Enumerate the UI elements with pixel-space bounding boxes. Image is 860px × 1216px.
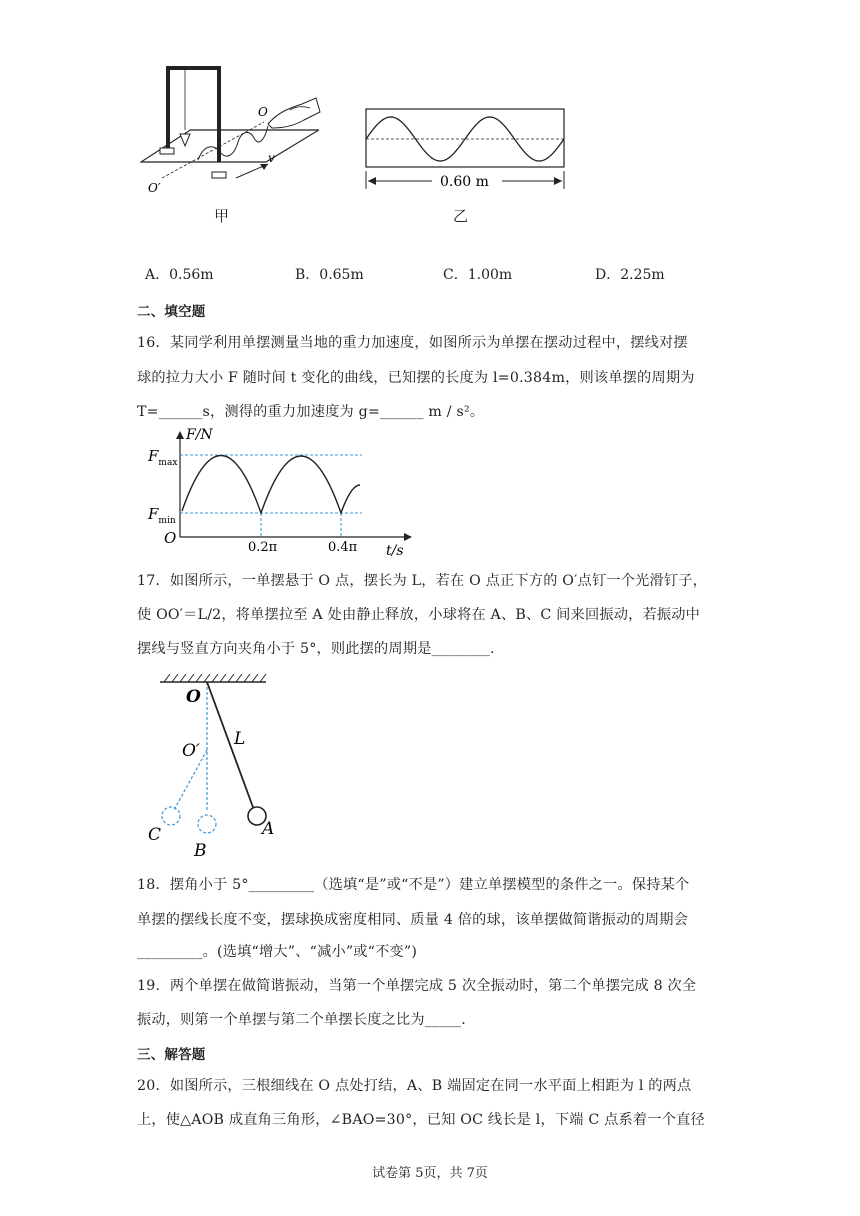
graph-tick-1: 0.2π (248, 540, 278, 555)
width-label: 0.60 m (440, 174, 489, 190)
fig-jia-apparatus (140, 60, 330, 200)
label-O: O (186, 687, 201, 707)
section-title-solve: 三、解答题 (137, 1047, 206, 1063)
q20-line2: 上，使△AOB 成直角三角形，∠BAO=30°，已知 OC 线长是 l，下端 C 点系着一个直径 (137, 1112, 705, 1128)
q16-line1: 16．某同学利用单摆测量当地的重力加速度，如图所示为单摆在摆动过程中，摆线对摆 (137, 335, 688, 351)
graph-tick-2: 0.4π (328, 540, 358, 555)
q18-line2: 单摆的摆线长度不变，摆球换成密度相同、质量 4 倍的球，该单摆做简谐振动的周期会 (137, 912, 688, 928)
label-B: B (194, 841, 207, 861)
q17-line2: 使 OO′＝L/2，将单摆拉至 A 处由静止释放，小球将在 A、B、C 间来回振动，若振动中 (137, 607, 701, 623)
fig-yi-wave (362, 105, 572, 195)
q16-line2: 球的拉力大小 F 随时间 t 变化的曲线，已知摆的长度为 l=0.384m，则该单摆的周期为 (137, 370, 695, 386)
option-c: C．1.00m (443, 267, 513, 283)
graph-xlabel: t/s (386, 543, 404, 559)
q17-line1: 17．如图所示，一单摆悬于 O 点，摆长为 L，若在 O 点正下方的 O′点钉一个光滑钉子， (137, 573, 708, 589)
label-v: v (268, 151, 275, 165)
graph-fmin-label: $F_{min}$ (148, 505, 176, 526)
label-o: O (258, 105, 268, 119)
caption-yi: 乙 (453, 207, 469, 225)
label-O-prime: O′ (182, 741, 200, 761)
q16-line3: T=______s，测得的重力加速度为 g=______ m / s²。 (137, 404, 485, 420)
graph-origin: O (164, 529, 177, 547)
graph-fmax-label: $F_{max}$ (148, 447, 178, 468)
label-L: L (234, 729, 246, 749)
section-title-fill-in: 二、填空题 (137, 304, 206, 320)
caption-jia: 甲 (214, 207, 230, 225)
q18-line3: _________。(选填“增大”、“减小”或“不变”) (137, 944, 418, 960)
option-d: D．2.25m (595, 267, 665, 283)
q20-line1: 20．如图所示，三根细线在 O 点处打结，A、B 端固定在同一水平面上相距为 l 的两点 (137, 1078, 692, 1094)
q19-line2: 振动，则第一个单摆与第二个单摆长度之比为_____. (137, 1012, 466, 1028)
label-C: C (148, 825, 162, 845)
q17-line3: 摆线与竖直方向夹角小于 5°，则此摆的周期是________. (137, 641, 495, 657)
q16-force-time-graph (140, 425, 430, 560)
q19-line1: 19．两个单摆在做简谐振动，当第一个单摆完成 5 次全振动时，第二个单摆完成 8 次全 (137, 978, 697, 994)
label-o-prime: O′ (148, 181, 161, 195)
option-b: B．0.65m (295, 267, 364, 283)
option-a: A．0.56m (145, 267, 214, 283)
graph-ylabel: F/N (186, 427, 213, 443)
page-footer: 试卷第 5页，共 7页 (372, 1166, 488, 1181)
label-A: A (262, 819, 275, 839)
q17-pendulum-figure (140, 668, 300, 863)
q18-line1: 18．摆角小于 5°_________（选填“是”或“不是”）建立单摆模型的条件之一。保持某个 (137, 877, 690, 893)
